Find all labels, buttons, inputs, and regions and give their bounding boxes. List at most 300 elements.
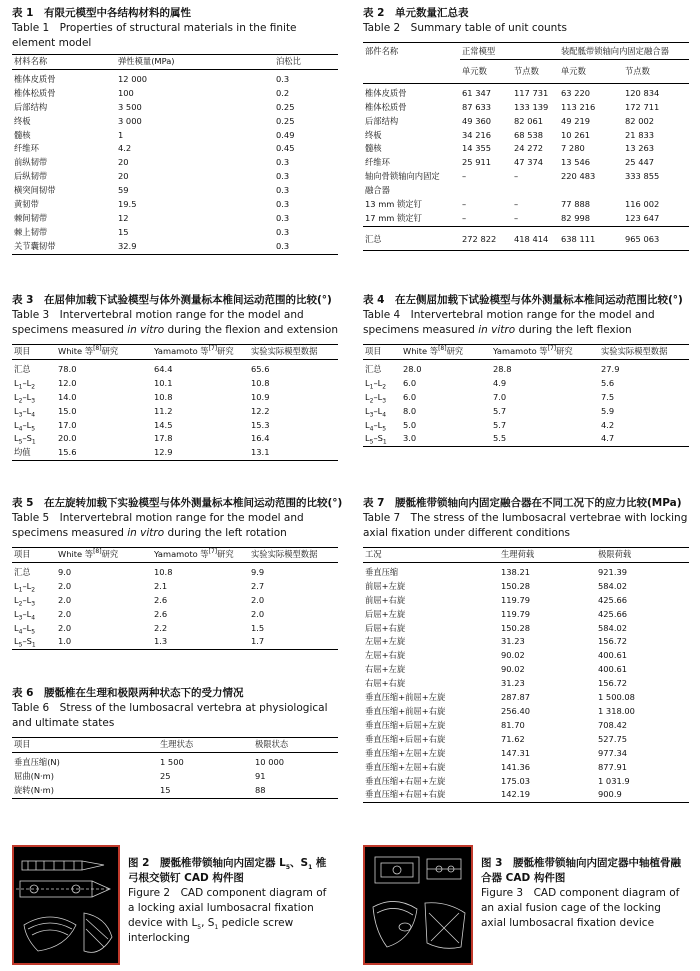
table-cell: 垂直压缩+右屈+右旋 xyxy=(363,788,499,802)
table-cell xyxy=(559,184,623,198)
table-cell: 6.0 xyxy=(403,377,417,388)
table-title-cn: 表 3 在屈伸加载下试验模型与体外测量标本椎间运动范围的比较(°) xyxy=(12,294,332,306)
column-header: 实验实际模型数据 xyxy=(599,345,689,360)
table-title-en: Table 1 Properties of structural materials in the finite element model xyxy=(12,22,297,49)
table-cell: 10.8 xyxy=(251,377,270,388)
column-header: 材料名称 xyxy=(12,55,116,70)
table-cell: $L_5-S_1$ xyxy=(12,635,56,649)
data-table xyxy=(12,737,338,799)
data-table xyxy=(363,42,689,251)
figure-caption-en: Figure 2 CAD component diagram of a locking axial lumbosacral fixation device with $L_5$, $S_1$ pedicle screw interlocking xyxy=(128,887,327,944)
table-cell: 17.8 xyxy=(154,433,173,444)
table-row xyxy=(12,226,338,240)
column-header: 项目 xyxy=(12,548,56,563)
table-cell: 133 139 xyxy=(514,101,549,112)
data-table xyxy=(363,547,689,803)
column-header: 单元数 xyxy=(559,59,623,83)
table-cell: 172 711 xyxy=(625,101,660,112)
table-cell: 0.49 xyxy=(276,129,295,140)
table-row xyxy=(363,608,689,622)
table-cell: 0.2 xyxy=(276,87,290,98)
table-cell xyxy=(460,184,512,198)
table-cell: 921.39 xyxy=(598,566,628,577)
table-title-cn: 表 2 单元数量汇总表 xyxy=(363,7,469,19)
table-cell: 20 xyxy=(118,157,129,168)
table-cell: 4.2 xyxy=(601,419,615,430)
table-cell: 3.0 xyxy=(401,432,491,446)
table-cell: 9.0 xyxy=(58,566,72,577)
table-cell: 61 347 xyxy=(462,87,492,98)
table-cell: 0.3 xyxy=(276,185,290,196)
table-cell: 纤维环 xyxy=(14,143,39,154)
table-cell: 12.0 xyxy=(58,377,77,388)
table-cell: 2.6 xyxy=(154,608,168,619)
table-cell: 71.62 xyxy=(501,733,525,744)
table-cell: 棘间韧带 xyxy=(14,212,48,223)
table-cell: 汇总 xyxy=(14,363,31,374)
table-cell: 髓核 xyxy=(365,143,382,154)
table-cell: 418 414 xyxy=(512,226,559,250)
table-cell: 髓核 xyxy=(14,129,31,140)
table-cell: 156.72 xyxy=(598,636,628,647)
table-cell: 82 998 xyxy=(561,212,591,223)
table-cell: 27.9 xyxy=(601,363,620,374)
table-cell: 旋转(N·m) xyxy=(12,784,158,798)
table-cell: 10.9 xyxy=(251,391,270,402)
table-cell: 16.4 xyxy=(251,433,270,444)
table-cell: 汇总 xyxy=(363,226,460,250)
table-3 xyxy=(12,293,338,461)
table-row xyxy=(12,562,338,579)
table-cell: 2.0 xyxy=(58,622,72,633)
table-row xyxy=(363,83,689,100)
table-title-cn: 表 6 腰骶椎在生理和极限两种状态下的受力情况 xyxy=(12,687,244,699)
figure-caption-en: Figure 3 CAD component diagram of an axial fusion cage of the locking axial lumbosacral fixation device xyxy=(481,887,680,929)
table-cell: 90.02 xyxy=(501,664,525,675)
table-cell: – xyxy=(462,199,467,210)
table-cell: 终板 xyxy=(365,129,382,140)
table-row xyxy=(363,129,689,143)
table-cell: 2.7 xyxy=(251,580,265,591)
table-row xyxy=(12,115,338,129)
table-row xyxy=(363,719,689,733)
table-row xyxy=(12,608,338,622)
table-cell: 左屈+左旋 xyxy=(365,636,406,647)
table-cell: 0.3 xyxy=(276,73,290,84)
table-cell: 14.5 xyxy=(154,419,173,430)
table-cell: $L_4-L_5$ xyxy=(365,419,387,433)
table-cell: 10.8 xyxy=(154,391,173,402)
table-cell: 垂直压缩+左屈+左旋 xyxy=(365,747,446,758)
table-cell: 垂直压缩 xyxy=(365,566,399,577)
table-cell: 8.0 xyxy=(403,405,417,416)
column-header: 生理状态 xyxy=(158,738,253,753)
table-2 xyxy=(363,6,689,251)
figure-3-caption xyxy=(481,856,686,931)
column-header: 项目 xyxy=(363,345,401,360)
table-cell: 708.42 xyxy=(598,719,628,730)
table-cell: 轴向骨锁轴向内固定 xyxy=(365,171,440,182)
table-title-en: Table 5 Intervertebral motion range for the model and specimens measured in vitro during the left rotation xyxy=(12,512,304,539)
column-header: 弹性模量(MPa) xyxy=(116,55,274,70)
table-cell: 垂直压缩+后屈+右旋 xyxy=(365,733,446,744)
table-cell: 0.3 xyxy=(276,157,290,168)
table-title-en: Table 2 Summary table of unit counts xyxy=(363,22,567,34)
table-row xyxy=(363,391,689,405)
table-cell: 后部结构 xyxy=(365,115,399,126)
table-row xyxy=(363,405,689,419)
table-cell: 78.0 xyxy=(58,363,77,374)
table-cell: 5.7 xyxy=(493,419,507,430)
table-cell: 5.9 xyxy=(601,405,615,416)
table-cell: 0.25 xyxy=(276,101,295,112)
table-row xyxy=(12,101,338,115)
table-cell: $L_3-L_4$ xyxy=(14,405,36,419)
table-cell: 2.0 xyxy=(251,608,265,619)
table-cell: 638 111 xyxy=(559,226,623,250)
table-row xyxy=(12,770,338,784)
table-cell: $L_3-L_4$ xyxy=(365,405,387,419)
table-cell: 15.3 xyxy=(251,419,270,430)
table-cell: 椎体松质骨 xyxy=(365,101,407,112)
table-cell: 120 834 xyxy=(625,87,660,98)
table-cell: – xyxy=(462,212,467,223)
table-cell: 10 000 xyxy=(255,756,285,767)
table-row xyxy=(12,635,338,649)
table-cell: 2.0 xyxy=(251,594,265,605)
table-cell: 汇总 xyxy=(14,566,31,577)
table-cell: $L_5-S_1$ xyxy=(14,433,36,447)
table-cell: 右屈+左旋 xyxy=(365,664,406,675)
table-row xyxy=(363,663,689,677)
table-cell: 15.6 xyxy=(56,446,152,460)
table-cell: 3 000 xyxy=(118,115,142,126)
table-cell: 后屈+右旋 xyxy=(365,622,406,633)
table-cell: 116 002 xyxy=(625,199,660,210)
table-cell: 椎体松质骨 xyxy=(14,87,56,98)
table-row xyxy=(12,377,338,391)
table-cell: 15.0 xyxy=(58,405,77,416)
table-row xyxy=(363,377,689,391)
column-header: 工况 xyxy=(363,548,499,563)
table-title-cn: 表 5 在左旋转加载下实验模型与体外测量标本椎间运动范围的比较(°) xyxy=(12,497,343,509)
table-cell: 147.31 xyxy=(501,747,531,758)
table-4 xyxy=(363,293,689,447)
table-cell: 90.02 xyxy=(501,650,525,661)
table-row xyxy=(363,580,689,594)
table-cell: 0.3 xyxy=(274,240,338,254)
table-row xyxy=(363,733,689,747)
group-header: 正常模型 xyxy=(460,43,559,60)
table-row xyxy=(12,405,338,419)
table-cell: 2.0 xyxy=(58,594,72,605)
table-cell: 10 261 xyxy=(561,129,591,140)
table-cell: 272 822 xyxy=(460,226,512,250)
table-row xyxy=(363,761,689,775)
table-cell: 14 355 xyxy=(462,143,492,154)
table-cell: 垂直压缩(N) xyxy=(14,756,60,767)
table-row xyxy=(12,87,338,101)
table-cell: 椎体皮质骨 xyxy=(14,73,56,84)
table-row xyxy=(363,594,689,608)
table-cell: 垂直压缩+前屈+左旋 xyxy=(365,692,446,703)
table-cell: 17 mm 锁定钉 xyxy=(365,212,422,223)
column-header: Yamamoto 等[7]研究 xyxy=(491,345,599,360)
figure-3-image xyxy=(363,845,473,965)
table-cell: 5.6 xyxy=(601,377,615,388)
table-cell: – xyxy=(514,171,519,182)
table-cell: 15 xyxy=(118,226,129,237)
table-cell: 34 216 xyxy=(462,129,492,140)
table-row xyxy=(12,240,338,254)
table-cell: 1.5 xyxy=(251,622,265,633)
table-cell: 0.25 xyxy=(276,115,295,126)
table-cell: 25 911 xyxy=(462,157,492,168)
cad-drawing xyxy=(14,847,118,963)
table-cell: 4.2 xyxy=(118,143,132,154)
table-row xyxy=(12,419,338,433)
table-cell: 49 360 xyxy=(462,115,492,126)
table-row xyxy=(363,184,689,198)
table-cell: 2.0 xyxy=(58,580,72,591)
table-cell: 119.79 xyxy=(501,594,531,605)
table-row xyxy=(12,359,338,376)
table-cell: 垂直压缩+左屈+右旋 xyxy=(365,761,446,772)
table-row xyxy=(363,649,689,663)
figure-2-image xyxy=(12,845,120,965)
table-cell: 横突间韧带 xyxy=(14,185,56,196)
table-row xyxy=(363,562,689,579)
table-cell: 25 xyxy=(160,770,171,781)
table-cell: 400.61 xyxy=(598,664,628,675)
table-cell: 6.0 xyxy=(403,391,417,402)
table-cell: 1.7 xyxy=(249,635,338,649)
data-table xyxy=(12,547,338,650)
table-cell: 棘上韧带 xyxy=(14,226,48,237)
table-cell: 31.23 xyxy=(501,678,525,689)
table-cell: $L_1-L_2$ xyxy=(14,580,36,594)
table-cell: 88 xyxy=(253,784,338,798)
table-cell: 425.66 xyxy=(598,594,628,605)
column-header: White 等[8]研究 xyxy=(401,345,491,360)
table-cell: 287.87 xyxy=(501,692,531,703)
figure-2-caption xyxy=(128,856,333,946)
table-row xyxy=(363,359,689,376)
table-cell: 后部结构 xyxy=(14,101,48,112)
table-cell: 77 888 xyxy=(561,199,591,210)
table-row xyxy=(12,170,338,184)
table-cell: 15 xyxy=(158,784,253,798)
table-cell: 25 447 xyxy=(625,157,655,168)
table-cell: 10.8 xyxy=(154,566,173,577)
table-row xyxy=(12,69,338,86)
table-row xyxy=(363,432,689,446)
table-row xyxy=(363,775,689,789)
table-7 xyxy=(363,496,689,803)
table-cell: 175.03 xyxy=(501,775,531,786)
table-row xyxy=(12,752,338,769)
table-cell: 19.5 xyxy=(118,199,137,210)
table-cell: 47 374 xyxy=(514,157,544,168)
table-cell: 425.66 xyxy=(598,608,628,619)
table-cell: 156.72 xyxy=(598,678,628,689)
table-row xyxy=(12,212,338,226)
column-header: 生理荷载 xyxy=(499,548,596,563)
table-cell: $L_5-S_1$ xyxy=(363,432,401,446)
table-row xyxy=(363,101,689,115)
table-title-cn: 表 7 腰骶椎带锁轴向内固定融合器在不同工况下的应力比较(MPa) xyxy=(363,497,682,509)
table-cell: 65.6 xyxy=(251,363,270,374)
table-cell: 64.4 xyxy=(154,363,173,374)
table-cell: 900.9 xyxy=(596,788,689,802)
group-header: 装配骶带锁轴向内固定融合器 xyxy=(559,43,689,60)
table-cell: 0.3 xyxy=(276,226,290,237)
column-header: White 等[8]研究 xyxy=(56,345,152,360)
table-cell: 13 mm 锁定钉 xyxy=(365,199,422,210)
table-cell: $L_4-L_5$ xyxy=(14,419,36,433)
table-cell: 2.6 xyxy=(154,594,168,605)
table-cell: 333 855 xyxy=(625,171,660,182)
table-cell: 纤维环 xyxy=(365,157,390,168)
table-row xyxy=(363,705,689,719)
table-cell: 400.61 xyxy=(598,650,628,661)
table-cell: 123 647 xyxy=(625,212,660,223)
column-header: 项目 xyxy=(12,345,56,360)
table-cell: 28.8 xyxy=(493,363,512,374)
table-cell: 屈曲(N·m) xyxy=(14,770,54,781)
table-cell: $L_2-L_3$ xyxy=(14,594,36,608)
table-row xyxy=(12,432,338,446)
column-header: 极限荷载 xyxy=(596,548,689,563)
table-cell: 527.75 xyxy=(598,733,628,744)
table-cell: 均值 xyxy=(12,446,56,460)
data-table xyxy=(12,344,338,461)
table-row xyxy=(12,198,338,212)
table-cell: 后纵韧带 xyxy=(14,171,48,182)
column-header: Yamamoto 等[7]研究 xyxy=(152,548,249,563)
table-row xyxy=(363,142,689,156)
column-header: 泊松比 xyxy=(274,55,338,70)
table-cell: 150.28 xyxy=(501,580,531,591)
table-row xyxy=(363,747,689,761)
column-header: 项目 xyxy=(12,738,158,753)
table-cell: 87 633 xyxy=(462,101,492,112)
column-header: White 等[8]研究 xyxy=(56,548,152,563)
table-cell: 12.9 xyxy=(152,446,249,460)
table-cell: $L_2-L_3$ xyxy=(365,391,387,405)
table-cell: 1 031.9 xyxy=(598,775,630,786)
table-cell: 81.70 xyxy=(501,719,525,730)
table-cell: 13 263 xyxy=(625,143,655,154)
table-cell: 1 500 xyxy=(160,756,184,767)
table-cell: 垂直压缩+后屈+左旋 xyxy=(365,719,446,730)
table-cell: 0.3 xyxy=(276,212,290,223)
column-header: 部件名称 xyxy=(363,43,460,84)
table-cell: 82 061 xyxy=(514,115,544,126)
column-header: 单元数 xyxy=(460,59,512,83)
table-cell: 融合器 xyxy=(365,185,390,196)
table-cell: 117 731 xyxy=(514,87,549,98)
table-row xyxy=(12,129,338,143)
table-cell: 黄韧带 xyxy=(14,199,39,210)
table-title-en: Table 7 The stress of the lumbosacral vertebrae with locking axial fixation under different conditions xyxy=(363,512,688,539)
table-6 xyxy=(12,686,338,799)
table-title-cn: 表 1 有限元模型中各结构材料的属性 xyxy=(12,7,191,19)
table-row xyxy=(12,580,338,594)
table-row xyxy=(12,156,338,170)
table-cell: 584.02 xyxy=(598,580,628,591)
table-cell: 113 216 xyxy=(561,101,596,112)
table-cell: 1 318.00 xyxy=(598,705,635,716)
table-cell: – xyxy=(514,212,519,223)
table-cell xyxy=(512,184,559,198)
table-cell: 5.5 xyxy=(491,432,599,446)
table-cell: 142.19 xyxy=(499,788,596,802)
table-row xyxy=(12,142,338,156)
table-row xyxy=(363,198,689,212)
data-table xyxy=(363,344,689,447)
table-row xyxy=(12,391,338,405)
table-cell: 965 063 xyxy=(623,226,689,250)
table-cell: 14.0 xyxy=(58,391,77,402)
column-header: 实验实际模型数据 xyxy=(249,345,338,360)
table-cell: 前屈+右旋 xyxy=(365,594,406,605)
table-cell: $L_2-L_3$ xyxy=(14,391,36,405)
table-cell: 21 833 xyxy=(625,129,655,140)
table-cell: 12.2 xyxy=(251,405,270,416)
table-1 xyxy=(12,6,338,255)
table-cell: 左屈+右旋 xyxy=(365,650,406,661)
table-cell: 68 538 xyxy=(514,129,544,140)
table-cell: 2.1 xyxy=(154,580,168,591)
column-header: Yamamoto 等[7]研究 xyxy=(152,345,249,360)
column-header: 节点数 xyxy=(512,59,559,83)
table-cell: 前纵韧带 xyxy=(14,157,48,168)
table-row xyxy=(363,788,689,802)
table-cell: 5.7 xyxy=(493,405,507,416)
table-cell: 141.36 xyxy=(501,761,531,772)
table-cell: 13 546 xyxy=(561,157,591,168)
column-header: 极限状态 xyxy=(253,738,338,753)
table-cell: 垂直压缩+前屈+右旋 xyxy=(365,705,446,716)
table-cell: $L_1-L_2$ xyxy=(365,377,387,391)
table-cell: 20 xyxy=(118,171,129,182)
table-cell: 63 220 xyxy=(561,87,591,98)
table-cell: 后屈+左旋 xyxy=(365,608,406,619)
column-header: 实验实际模型数据 xyxy=(249,548,338,563)
table-cell: 前屈+左旋 xyxy=(365,580,406,591)
table-row xyxy=(12,784,338,798)
table-cell xyxy=(623,184,689,198)
table-title-en: Table 3 Intervertebral motion range for the model and specimens measured in vitro during the flexion and extension xyxy=(12,309,338,336)
table-cell: 0.45 xyxy=(276,143,295,154)
table-title-cn: 表 4 在左侧屈加载下试验模型与体外测量标本椎间运动范围比较(°) xyxy=(363,294,683,306)
table-cell: 9.9 xyxy=(251,566,265,577)
table-row xyxy=(12,184,338,198)
table-row xyxy=(363,691,689,705)
table-cell: 汇总 xyxy=(365,363,382,374)
table-cell: 0.3 xyxy=(276,171,290,182)
column-header: 节点数 xyxy=(623,59,689,83)
table-cell: 关节囊韧带 xyxy=(12,240,116,254)
table-cell: 10.1 xyxy=(154,377,173,388)
table-cell: 31.23 xyxy=(501,636,525,647)
table-row xyxy=(12,622,338,636)
table-cell: 138.21 xyxy=(501,566,531,577)
table-cell: 82 002 xyxy=(625,115,655,126)
table-cell: 12 xyxy=(118,212,129,223)
table-row xyxy=(363,156,689,170)
